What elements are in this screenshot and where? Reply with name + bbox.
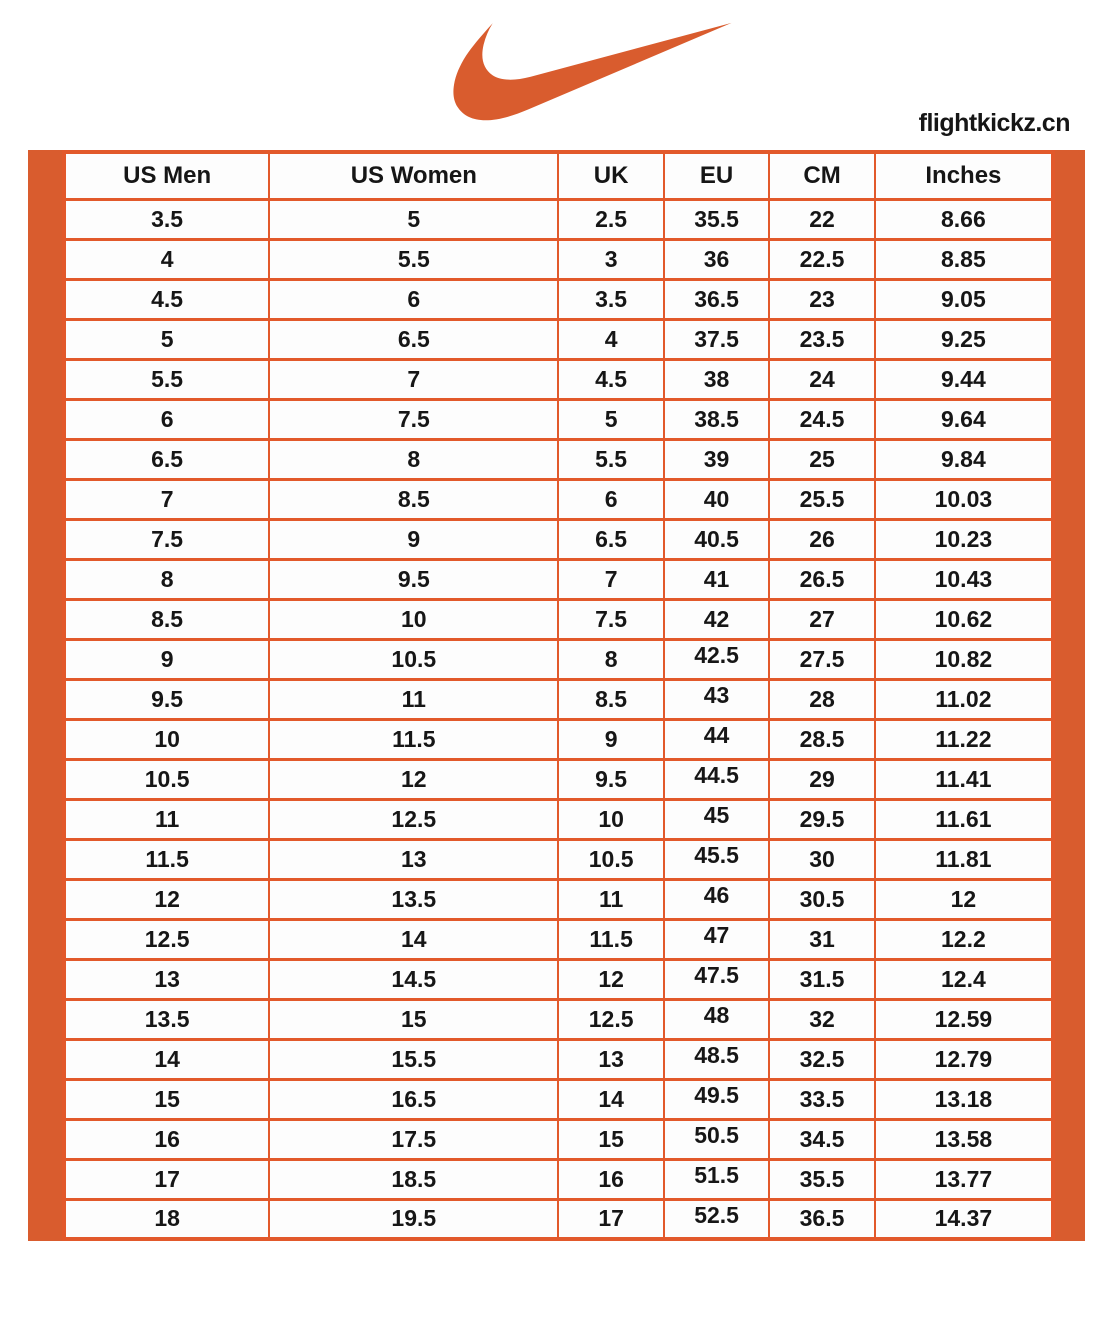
size-cell: 35.5: [664, 199, 769, 239]
size-cell: 7: [64, 479, 269, 519]
size-cell: 12.4: [875, 959, 1053, 999]
size-cell: 29: [769, 759, 874, 799]
size-cell: 16: [64, 1119, 269, 1159]
size-cell: 7: [269, 359, 558, 399]
table-row: [64, 679, 1053, 719]
size-cell: 15: [269, 999, 558, 1039]
size-cell: 8.5: [269, 479, 558, 519]
size-cell: 17: [558, 1199, 663, 1239]
size-cell: 27: [769, 599, 874, 639]
size-cell: 7.5: [64, 519, 269, 559]
size-cell: 30: [769, 839, 874, 879]
size-cell: 18.5: [269, 1159, 558, 1199]
size-cell: 4.5: [558, 359, 663, 399]
table-row: [64, 919, 1053, 959]
size-cell: 45.5: [664, 839, 769, 879]
size-cell: 8.5: [558, 679, 663, 719]
table-row: [64, 479, 1053, 519]
size-cell: 8: [269, 439, 558, 479]
size-cell: 11: [64, 799, 269, 839]
size-cell: 11: [558, 879, 663, 919]
size-cell: 13.58: [875, 1119, 1053, 1159]
size-cell: 11: [269, 679, 558, 719]
size-cell: 5.5: [64, 359, 269, 399]
table-row: [64, 839, 1053, 879]
size-cell: 13: [64, 959, 269, 999]
table-row: [64, 1159, 1053, 1199]
size-cell: 6: [269, 279, 558, 319]
size-cell: 15: [64, 1079, 269, 1119]
size-cell: 11.41: [875, 759, 1053, 799]
size-cell: 27.5: [769, 639, 874, 679]
size-cell: 10.23: [875, 519, 1053, 559]
column-header: EU: [664, 152, 769, 199]
size-cell: 49.5: [664, 1079, 769, 1119]
size-cell: 9.84: [875, 439, 1053, 479]
size-cell: 3.5: [64, 199, 269, 239]
size-cell: 10.03: [875, 479, 1053, 519]
size-cell: 51.5: [664, 1159, 769, 1199]
size-cell: 45: [664, 799, 769, 839]
size-cell: 12.5: [64, 919, 269, 959]
table-row: [64, 1079, 1053, 1119]
size-cell: 4: [64, 239, 269, 279]
table-row: [64, 1039, 1053, 1079]
size-cell: 7: [558, 559, 663, 599]
size-cell: 15: [558, 1119, 663, 1159]
size-cell: 13.5: [64, 999, 269, 1039]
size-cell: 19.5: [269, 1199, 558, 1239]
size-cell: 9: [558, 719, 663, 759]
size-cell: 9.64: [875, 399, 1053, 439]
size-cell: 36.5: [769, 1199, 874, 1239]
size-cell: 6.5: [558, 519, 663, 559]
size-cell: 9.05: [875, 279, 1053, 319]
size-cell: 10: [558, 799, 663, 839]
size-cell: 34.5: [769, 1119, 874, 1159]
table-row: [64, 999, 1053, 1039]
size-cell: 5.5: [269, 239, 558, 279]
size-cell: 5: [64, 319, 269, 359]
column-header: UK: [558, 152, 663, 199]
table-row: [64, 519, 1053, 559]
size-cell: 4: [558, 319, 663, 359]
size-cell: 17: [64, 1159, 269, 1199]
table-row: [64, 559, 1053, 599]
size-cell: 24.5: [769, 399, 874, 439]
size-cell: 6: [558, 479, 663, 519]
size-cell: 48: [664, 999, 769, 1039]
size-cell: 32.5: [769, 1039, 874, 1079]
table-row: [64, 799, 1053, 839]
size-cell: 10.43: [875, 559, 1053, 599]
size-cell: 22: [769, 199, 874, 239]
size-cell: 14: [269, 919, 558, 959]
size-cell: 10.5: [269, 639, 558, 679]
size-cell: 11.5: [269, 719, 558, 759]
size-cell: 10.5: [64, 759, 269, 799]
table-row: [64, 399, 1053, 439]
column-header: CM: [769, 152, 874, 199]
size-cell: 42: [664, 599, 769, 639]
size-cell: 12.79: [875, 1039, 1053, 1079]
site-name: flightkickz.cn: [918, 109, 1070, 137]
size-cell: 44: [664, 719, 769, 759]
size-cell: 11.02: [875, 679, 1053, 719]
size-cell: 17.5: [269, 1119, 558, 1159]
size-cell: 31.5: [769, 959, 874, 999]
size-cell: 13: [269, 839, 558, 879]
size-cell: 12.59: [875, 999, 1053, 1039]
size-cell: 13.18: [875, 1079, 1053, 1119]
table-row: [64, 319, 1053, 359]
size-cell: 13: [558, 1039, 663, 1079]
size-cell: 6.5: [269, 319, 558, 359]
size-cell: 43: [664, 679, 769, 719]
size-cell: 40: [664, 479, 769, 519]
size-cell: 47.5: [664, 959, 769, 999]
size-cell: 14: [558, 1079, 663, 1119]
size-cell: 10.5: [558, 839, 663, 879]
table-row: [64, 199, 1053, 239]
size-cell: 10: [269, 599, 558, 639]
size-cell: 15.5: [269, 1039, 558, 1079]
size-cell: 9.5: [64, 679, 269, 719]
size-cell: 48.5: [664, 1039, 769, 1079]
size-cell: 29.5: [769, 799, 874, 839]
size-cell: 5: [558, 399, 663, 439]
size-cell: 50.5: [664, 1119, 769, 1159]
size-cell: 41: [664, 559, 769, 599]
table-row: [64, 279, 1053, 319]
size-cell: 9.5: [558, 759, 663, 799]
size-cell: 8: [64, 559, 269, 599]
size-cell: 5.5: [558, 439, 663, 479]
size-cell: 22.5: [769, 239, 874, 279]
size-cell: 9: [269, 519, 558, 559]
size-cell: 38.5: [664, 399, 769, 439]
size-cell: 11.61: [875, 799, 1053, 839]
size-cell: 12.5: [269, 799, 558, 839]
size-cell: 16.5: [269, 1079, 558, 1119]
size-cell: 26: [769, 519, 874, 559]
size-cell: 28: [769, 679, 874, 719]
size-cell: 10.82: [875, 639, 1053, 679]
size-cell: 6: [64, 399, 269, 439]
size-cell: 36: [664, 239, 769, 279]
size-cell: 13.5: [269, 879, 558, 919]
size-table: [62, 150, 1055, 1241]
size-cell: 12: [875, 879, 1053, 919]
size-cell: 8: [558, 639, 663, 679]
column-header: US Women: [269, 152, 558, 199]
size-cell: 26.5: [769, 559, 874, 599]
size-cell: 46: [664, 879, 769, 919]
size-cell: 40.5: [664, 519, 769, 559]
size-cell: 52.5: [664, 1199, 769, 1239]
left-accent-bar: [28, 150, 62, 1241]
size-cell: 13.77: [875, 1159, 1053, 1199]
table-row: [64, 719, 1053, 759]
table-row: [64, 359, 1053, 399]
table-row: [64, 239, 1053, 279]
size-cell: 24: [769, 359, 874, 399]
size-cell: 9.25: [875, 319, 1053, 359]
size-cell: 12: [64, 879, 269, 919]
size-cell: 14.5: [269, 959, 558, 999]
size-cell: 37.5: [664, 319, 769, 359]
size-cell: 9.44: [875, 359, 1053, 399]
table-row: [64, 759, 1053, 799]
size-cell: 3: [558, 239, 663, 279]
nike-swoosh-icon: [450, 20, 735, 122]
size-chart: [28, 150, 1085, 1241]
size-cell: 8.66: [875, 199, 1053, 239]
size-cell: 23: [769, 279, 874, 319]
size-cell: 23.5: [769, 319, 874, 359]
column-header: Inches: [875, 152, 1053, 199]
size-cell: 12: [558, 959, 663, 999]
size-cell: 9.5: [269, 559, 558, 599]
size-cell: 2.5: [558, 199, 663, 239]
size-cell: 31: [769, 919, 874, 959]
size-cell: 3.5: [558, 279, 663, 319]
table-row: [64, 959, 1053, 999]
size-cell: 30.5: [769, 879, 874, 919]
size-table-body: [64, 199, 1053, 1239]
table-row: [64, 439, 1053, 479]
size-cell: 11.5: [558, 919, 663, 959]
size-cell: 14.37: [875, 1199, 1053, 1239]
size-cell: 44.5: [664, 759, 769, 799]
size-cell: 6.5: [64, 439, 269, 479]
table-row: [64, 1119, 1053, 1159]
size-cell: 32: [769, 999, 874, 1039]
table-row: [64, 639, 1053, 679]
size-table-header-row: [64, 152, 1053, 199]
size-cell: 39: [664, 439, 769, 479]
size-cell: 35.5: [769, 1159, 874, 1199]
size-cell: 8.5: [64, 599, 269, 639]
right-accent-bar: [1055, 150, 1085, 1241]
size-cell: 18: [64, 1199, 269, 1239]
size-cell: 11.5: [64, 839, 269, 879]
table-row: [64, 1199, 1053, 1239]
size-cell: 10.62: [875, 599, 1053, 639]
size-cell: 10: [64, 719, 269, 759]
size-cell: 12.5: [558, 999, 663, 1039]
size-cell: 7.5: [269, 399, 558, 439]
size-cell: 9: [64, 639, 269, 679]
size-cell: 16: [558, 1159, 663, 1199]
size-cell: 5: [269, 199, 558, 239]
table-row: [64, 879, 1053, 919]
table-row: [64, 599, 1053, 639]
size-cell: 47: [664, 919, 769, 959]
size-cell: 42.5: [664, 639, 769, 679]
size-cell: 25: [769, 439, 874, 479]
column-header: US Men: [64, 152, 269, 199]
size-cell: 36.5: [664, 279, 769, 319]
size-cell: 4.5: [64, 279, 269, 319]
size-cell: 11.81: [875, 839, 1053, 879]
size-cell: 12.2: [875, 919, 1053, 959]
size-cell: 28.5: [769, 719, 874, 759]
size-cell: 8.85: [875, 239, 1053, 279]
size-cell: 12: [269, 759, 558, 799]
size-cell: 7.5: [558, 599, 663, 639]
size-cell: 25.5: [769, 479, 874, 519]
size-cell: 11.22: [875, 719, 1053, 759]
size-cell: 33.5: [769, 1079, 874, 1119]
size-cell: 38: [664, 359, 769, 399]
size-cell: 14: [64, 1039, 269, 1079]
